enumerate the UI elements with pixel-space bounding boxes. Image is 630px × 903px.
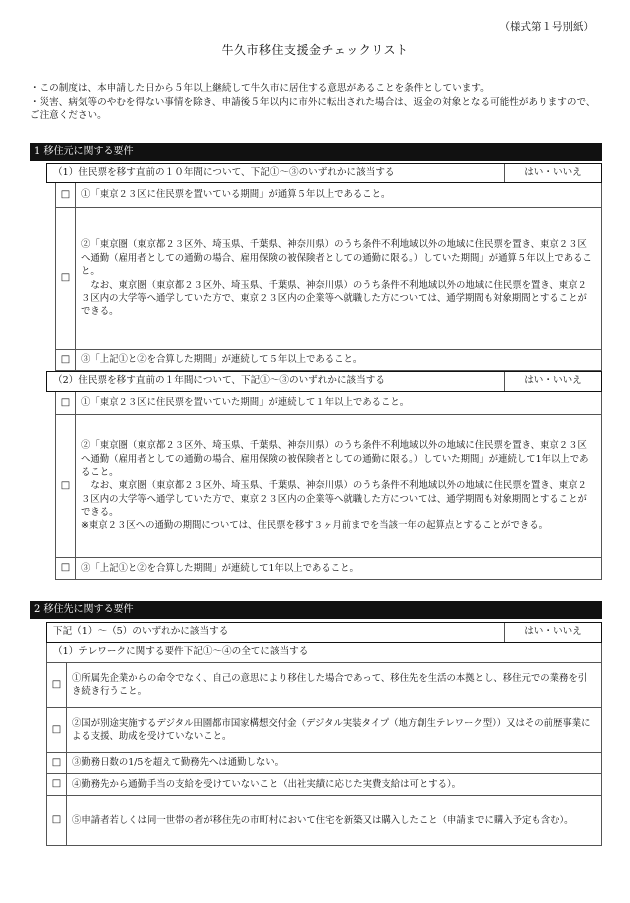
section2-heading: 2 移住先に関する要件 [30, 601, 602, 619]
item-text: ①「東京２３区に住民票を置いている期間」が通算５年以上であること。 [81, 189, 391, 201]
s2-item-5 [46, 796, 602, 846]
s2-item-4 [46, 774, 602, 796]
s2-req-text: 下記（1）～（5）のいずれかに該当する [53, 626, 229, 637]
item-text: ②「東京圏（東京都２３区外、埼玉県、千葉県、神奈川県）のうち条件不利地域以外の地域に住民票を置き、東京２３区へ通勤（雇用者としての通勤の場合、雇用保険の被保険者としての通勤に限る。）していた期間」が通算５年以上であること。 なお、東京圏（東京都２３区外、埼玉県、千葉県、神奈川県）のうち条件不利地域以外の地域に住民票を置き、東京２３区内の大学等へ通学していた方で、東京２３区内の企業等へ就職した方については、通学期間も対象期間とすることができる。 [81, 239, 592, 318]
req2-item-3 [55, 558, 602, 580]
section1-heading: 1 移住元に関する要件 [30, 143, 602, 161]
checkbox[interactable]: □ [47, 708, 67, 752]
req1-item-3 [55, 350, 602, 371]
checkbox[interactable]: □ [56, 392, 76, 414]
s2-sub-text: （1）テレワークに関する要件下記①～④の全てに該当する [53, 646, 309, 657]
req2-yes-no[interactable]: はい・いいえ [504, 372, 601, 391]
s2-item-2 [46, 708, 602, 753]
req1-item-2 [55, 208, 602, 350]
req1-row [46, 163, 602, 183]
s2-item-3 [46, 753, 602, 774]
item-text: ②「東京圏（東京都２３区外、埼玉県、千葉県、神奈川県）のうち条件不利地域以外の地域に住民票を置き、東京２３区へ通勤（雇用者としての通勤の場合、雇用保険の被保険者としての通勤に限る。）していた期間」が連続して1年以上であること。 なお、東京圏（東京都２３区外、埼玉県、千葉県、神奈川県）のうち条件不利地域以外の地域に住民票を置き、東京２３区内の大学等へ通学していた方で、東京２３区内の企業等へ就職した方については、通学期間も対象期間とすることができる。 ※東京２３区への通勤の期間については、住民票を移す３ヶ月前までを当該一年の起算点とすることができる。 [81, 440, 589, 532]
checkbox[interactable]: □ [47, 753, 67, 773]
checkbox[interactable]: □ [56, 415, 76, 557]
page-title: 牛久市移住支援金チェックリスト [221, 43, 409, 57]
s2-req-yes-no[interactable]: はい・いいえ [504, 623, 601, 642]
checkbox[interactable]: □ [56, 558, 76, 579]
item-text: ③「上記①と②を合算した期間」が連続して1年以上であること。 [81, 562, 359, 574]
notes [30, 82, 605, 123]
note-2: ・災害、病気等のやむを得ない事情を除き、申請後５年以内に市外に転出された場合は、返金の対象となる可能性がありますので、ご注意ください。 [30, 96, 596, 122]
s2-sub-row [46, 643, 602, 663]
req1-item-1 [55, 183, 602, 208]
req2-text: （2）住民票を移す直前の１年間について、下記①～③のいずれかに該当する [53, 375, 385, 386]
checkbox[interactable]: □ [47, 663, 67, 707]
req1-yes-no[interactable]: はい・いいえ [504, 164, 601, 182]
checkbox[interactable]: □ [47, 796, 67, 845]
item-text: ①所属先企業からの命令でなく、自己の意思により移住した場合であって、移住先を生活の本拠とし、移住元での業務を引き続き行うこと。 [72, 672, 588, 697]
req2-item-2 [55, 415, 602, 558]
s2-item-1 [46, 663, 602, 708]
checkbox[interactable]: □ [56, 208, 76, 349]
item-text: ①「東京２３区に住民票を置いていた期間」が連続して１年以上であること。 [81, 397, 410, 409]
req2-item-1 [55, 392, 602, 415]
item-text: ③勤務日数の1/5を超えて勤務先へは通勤しない。 [72, 757, 284, 769]
form-id: （様式第１号別紙） [499, 21, 594, 33]
checkbox[interactable]: □ [56, 183, 76, 207]
s2-req-row [46, 622, 602, 643]
item-text: ③「上記①と②を合算した期間」が連続して５年以上であること。 [81, 354, 363, 366]
checkbox[interactable]: □ [56, 350, 76, 370]
note-1: ・この制度は、本申請した日から５年以上継続して牛久市に居住する意思があることを条件としています。 [30, 83, 490, 94]
item-text: ④勤務先から通勤手当の支給を受けていないこと（出社実績に応じた実費支給は可とする）。 [72, 778, 462, 790]
item-text: ②国が別途実施するデジタル田園都市国家構想交付金（デジタル実装タイプ（地方創生テレワーク型））又はその前歴事業による支援、助成を受けていないこと。 [72, 717, 591, 742]
req2-row [46, 371, 602, 392]
req1-text: （1）住民票を移す直前の１０年間について、下記①～③のいずれかに該当する [53, 167, 395, 178]
item-text: ⑤申請者若しくは同一世帯の者が移住先の市町村において住宅を新築又は購入したこと（申請までに購入予定も含む）。 [72, 814, 574, 826]
checkbox[interactable]: □ [47, 774, 67, 795]
